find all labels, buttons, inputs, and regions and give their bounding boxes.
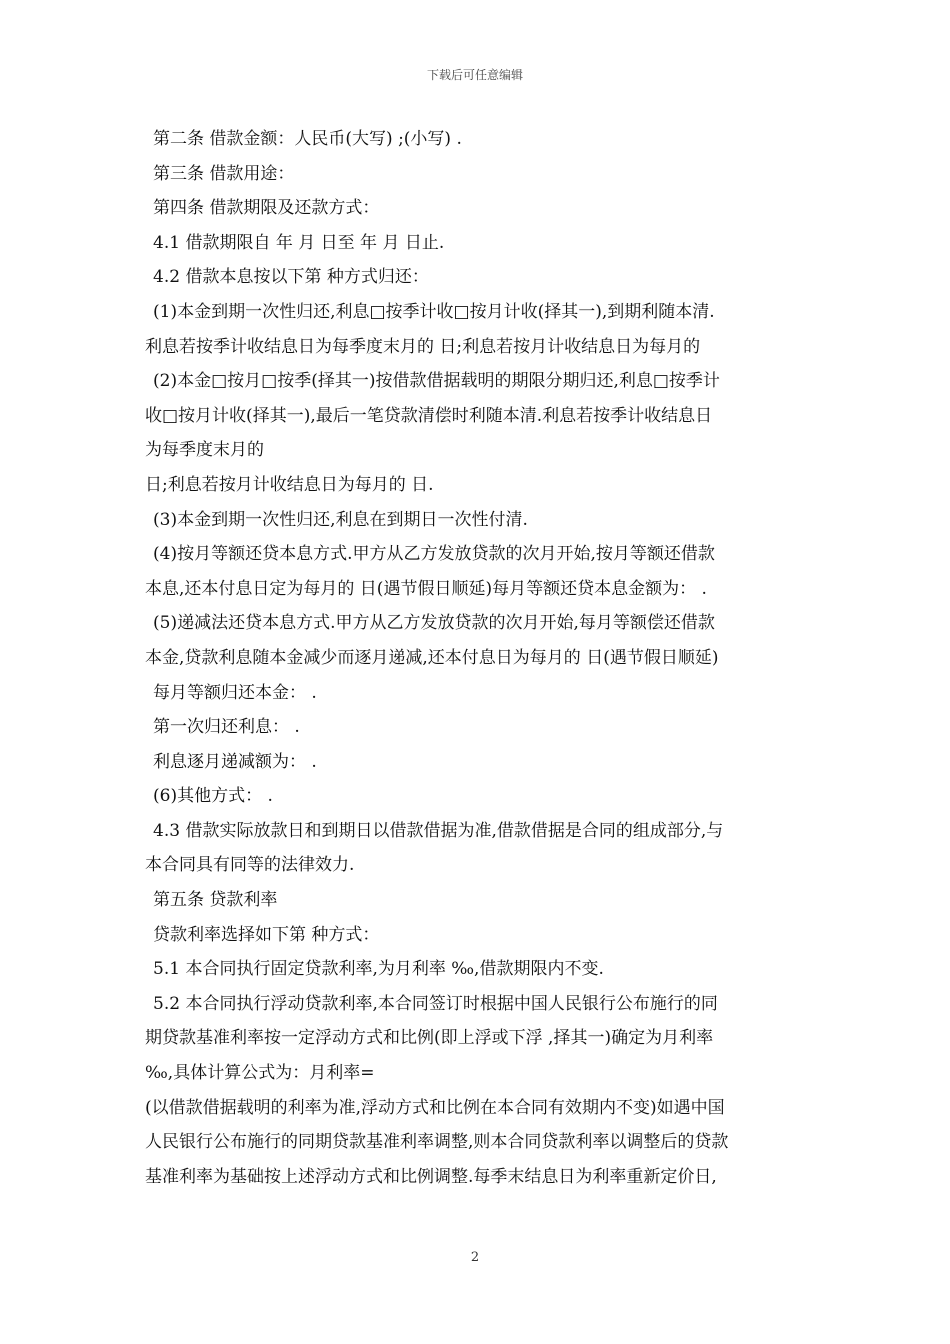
- text-line: 每月等额归还本金： .: [153, 682, 317, 703]
- page-header: 下载后可任意编辑: [426, 68, 523, 82]
- text-line: 日;利息若按月计收结息日为每月的 日.: [145, 474, 434, 495]
- text-line: 贷款利率选择如下第 种方式：: [153, 924, 380, 945]
- text-line: (以借款借据载明的利率为准,浮动方式和比例在本合同有效期内不变)如遇中国: [145, 1097, 725, 1118]
- text-line: 第四条 借款期限及还款方式：: [153, 198, 380, 219]
- text-line: (5)递减法还贷本息方式.甲方从乙方发放贷款的次月开始,每月等额偿还借款: [153, 613, 715, 634]
- text-line: 5.2 本合同执行浮动贷款利率,本合同签订时根据中国人民银行公布施行的同: [153, 993, 718, 1014]
- text-line: (1)本金到期一次性归还,利息□按季计收□按月计收(择其一),到期利随本清.: [153, 301, 715, 322]
- page-number: 2: [470, 1250, 480, 1265]
- text-line: 4.3 借款实际放款日和到期日以借款借据为准,借款借据是合同的组成部分,与: [153, 820, 724, 841]
- text-line: 收□按月计收(择其一),最后一笔贷款清偿时利随本清.利息若按季计收结息日: [145, 405, 713, 426]
- text-line: 4.2 借款本息按以下第 种方式归还：: [153, 267, 429, 288]
- text-line: (6)其他方式： .: [153, 786, 273, 807]
- text-line: 利息若按季计收结息日为每季度末月的 日;利息若按月计收结息日为每月的: [145, 336, 701, 357]
- text-line: 第五条 贷款利率: [153, 890, 278, 911]
- text-line: 利息逐月递减额为： .: [153, 751, 317, 772]
- text-line: 第二条 借款金额：人民币(大写) ;(小写) .: [153, 129, 462, 149]
- text-line: 第一次归还利息： .: [153, 717, 300, 738]
- text-line: 为每季度末月的: [145, 440, 264, 461]
- text-line: ‰,具体计算公式为：月利率=: [145, 1063, 375, 1084]
- text-line: 基准利率为基础按上述浮动方式和比例调整.每季末结息日为利率重新定价日,: [145, 1166, 717, 1187]
- text-line: 4.1 借款期限自 年 月 日至 年 月 日止.: [153, 232, 445, 253]
- text-line: (3)本金到期一次性归还,利息在到期日一次性付清.: [153, 509, 528, 530]
- document-body: [145, 122, 810, 1194]
- text-line: 本金,贷款利息随本金减少而逐月递减,还本付息日为每月的 日(遇节假日顺延): [145, 647, 719, 668]
- text-line: (2)本金□按月□按季(择其一)按借款借据载明的期限分期归还,利息□按季计: [153, 371, 720, 392]
- text-line: 期贷款基准利率按一定浮动方式和比例(即上浮或下浮 ,择其一)确定为月利率: [145, 1028, 714, 1049]
- text-line: 5.1 本合同执行固定贷款利率,为月利率 ‰,借款期限内不变.: [153, 959, 604, 980]
- text-line: 本合同具有同等的法律效力.: [145, 855, 355, 876]
- text-line: (4)按月等额还贷本息方式.甲方从乙方发放贷款的次月开始,按月等额还借款: [153, 544, 715, 565]
- text-line: 本息,还本付息日定为每月的 日(遇节假日顺延)每月等额还贷本息金额为： .: [145, 578, 707, 599]
- text-line: 第三条 借款用途：: [153, 163, 295, 184]
- text-line: 人民银行公布施行的同期贷款基准利率调整,则本合同贷款利率以调整后的贷款: [145, 1132, 729, 1153]
